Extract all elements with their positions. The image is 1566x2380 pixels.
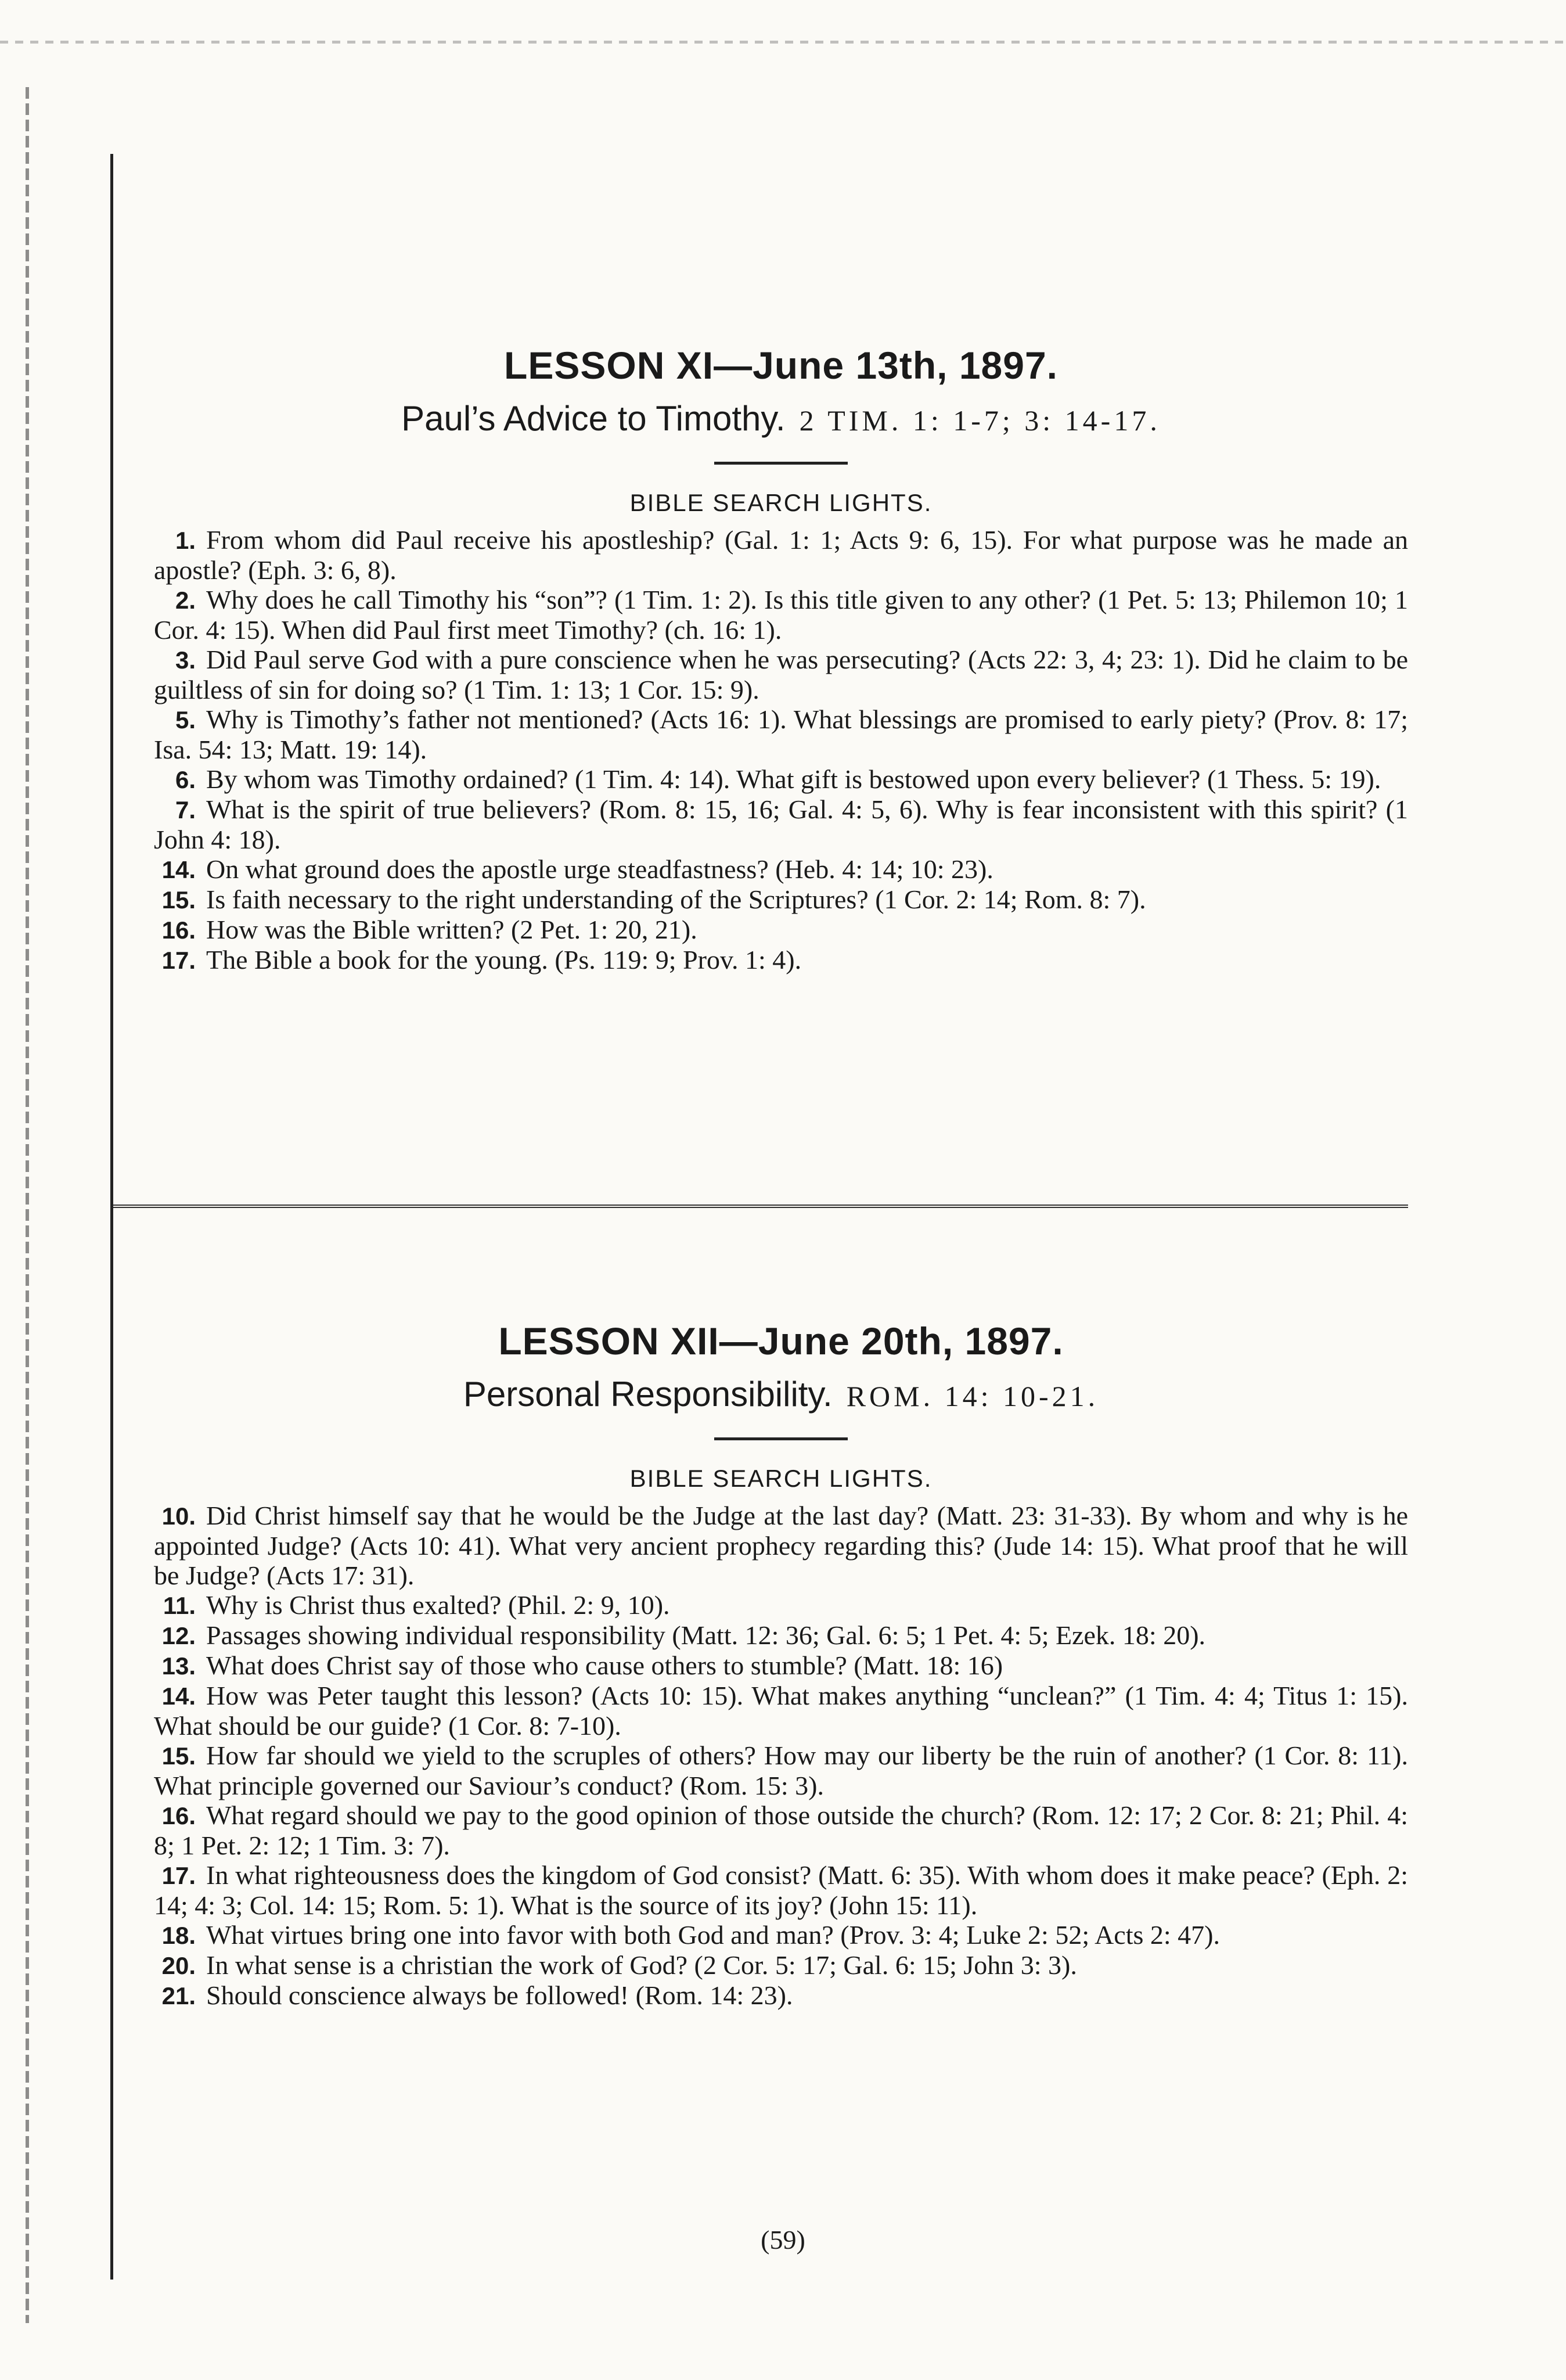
question-number: 6. xyxy=(175,766,196,794)
question-number: 1. xyxy=(175,527,196,555)
question-text: Should conscience always be followed! (Rom. 14: 23). xyxy=(206,1980,793,2011)
margin-rule xyxy=(110,154,113,2280)
question-number: 17. xyxy=(161,1862,196,1890)
lesson-subtitle-line xyxy=(154,398,1408,440)
scan-edge-top xyxy=(0,41,1566,44)
question-number: 15. xyxy=(161,886,196,914)
question-text: Did Christ himself say that he would be the Judge at the last day? (Matt. 23: 31-33). By whom and why is he appointed Judge? (Acts 10: 41). What very ancient prophecy regarding this? (Jude 14: 15). What proof that he will be Judge? (Acts 17: 31). xyxy=(154,1501,1408,1591)
lesson-subtitle-line xyxy=(154,1374,1408,1415)
scripture-reference: ROM. 14: 10-21. xyxy=(846,1380,1099,1413)
question-number: 5. xyxy=(175,706,196,734)
question-number: 13. xyxy=(161,1652,196,1680)
lesson-heading: LESSON XI—June 13th, 1897. xyxy=(504,344,1058,387)
page-number: (59) xyxy=(761,2225,805,2255)
question-number: 10. xyxy=(161,1502,196,1530)
question-text: What regard should we pay to the good opinion of those outside the church? (Rom. 12: 17; 2 Cor. 8: 21; Phil. 4: 8; 1 Pet. 2: 12; 1 Tim. 3: 7). xyxy=(154,1800,1408,1861)
question-item xyxy=(154,585,1408,645)
question-text: Did Paul serve God with a pure conscience when he was persecuting? (Acts 22: 3, 4; 23: 1). Did he claim to be guiltless of sin for doing so? (1 Tim. 1: 13; 1 Cor. 15: 9). xyxy=(154,645,1408,705)
question-item xyxy=(154,1651,1408,1681)
section-divider xyxy=(113,1205,1408,1208)
question-item xyxy=(154,945,1408,975)
question-number: 7. xyxy=(175,796,196,824)
question-item xyxy=(154,525,1408,585)
question-text: In what righteousness does the kingdom of God consist? (Matt. 6: 35). With whom does it make peace? (Eph. 2: 14; 4: 3; Col. 14: 15; Rom. 5: 1). What is the source of its joy? (John 15: 11). xyxy=(154,1860,1408,1921)
question-item xyxy=(154,1980,1408,2011)
question-number: 16. xyxy=(161,1802,196,1830)
question-number: 16. xyxy=(161,916,196,944)
question-text: Why is Timothy’s father not mentioned? (Acts 16: 1). What blessings are promised to early piety? (Prov. 8: 17; Isa. 54: 13; Matt. 19: 14). xyxy=(154,704,1408,765)
lesson-section xyxy=(154,1318,1408,2011)
question-text: How was the Bible written? (2 Pet. 1: 20, 21). xyxy=(206,915,697,945)
section-label: BIBLE SEARCH LIGHTS. xyxy=(629,489,933,517)
question-text: By whom was Timothy ordained? (1 Tim. 4: 14). What gift is bestowed upon every believer? (1 Thess. 5: 19). xyxy=(206,764,1381,794)
question-text: Why is Christ thus exalted? (Phil. 2: 9, 10). xyxy=(206,1590,670,1620)
heading-divider xyxy=(714,1437,848,1440)
question-item xyxy=(154,1860,1408,1920)
question-text: What is the spirit of true believers? (Rom. 8: 15, 16; Gal. 4: 5, 6). Why is fear inconsistent with this spirit? (1 John 4: 18). xyxy=(154,794,1408,855)
section-label: BIBLE SEARCH LIGHTS. xyxy=(629,1465,933,1493)
question-number: 21. xyxy=(161,1982,196,2010)
question-text: How far should we yield to the scruples of others? How may our liberty be the ruin of another? (1 Cor. 8: 11). What principle governed our Saviour’s conduct? (Rom. 15: 3). xyxy=(154,1741,1408,1801)
lesson-subtitle: Paul’s Advice to Timothy. xyxy=(401,399,786,438)
question-item xyxy=(154,1590,1408,1620)
scripture-reference: 2 TIM. 1: 1-7; 3: 14-17. xyxy=(799,404,1161,437)
lesson-subtitle: Personal Responsibility. xyxy=(463,1375,833,1414)
lesson-heading: LESSON XII—June 20th, 1897. xyxy=(498,1320,1064,1362)
question-item xyxy=(154,1920,1408,1950)
question-number: 14. xyxy=(161,856,196,884)
question-item xyxy=(154,1800,1408,1860)
question-number: 2. xyxy=(175,587,196,614)
question-text: What virtues bring one into favor with both God and man? (Prov. 3: 4; Luke 2: 52; Acts 2: 47). xyxy=(206,1920,1221,1950)
question-item xyxy=(154,704,1408,764)
question-item xyxy=(154,764,1408,794)
question-list xyxy=(154,525,1408,975)
question-text: Why does he call Timothy his “son”? (1 Tim. 1: 2). Is this title given to any other? (1 Pet. 5: 13; Philemon 10; 1 Cor. 4: 15). When did Paul first meet Timothy? (ch. 16: 1). xyxy=(154,585,1408,645)
question-number: 20. xyxy=(161,1952,196,1980)
question-number: 11. xyxy=(163,1592,196,1620)
scan-edge-left xyxy=(26,87,29,2323)
question-text: From whom did Paul receive his apostleship? (Gal. 1: 1; Acts 9: 6, 15). For what purpose was he made an apostle? (Eph. 3: 6, 8). xyxy=(154,525,1408,585)
question-item xyxy=(154,1741,1408,1800)
question-item xyxy=(154,854,1408,885)
question-item xyxy=(154,1950,1408,1980)
question-item xyxy=(154,794,1408,854)
question-item xyxy=(154,645,1408,704)
question-number: 3. xyxy=(175,646,196,674)
question-text: What does Christ say of those who cause others to stumble? (Matt. 18: 16) xyxy=(206,1651,1003,1681)
question-item xyxy=(154,885,1408,915)
question-item xyxy=(154,1501,1408,1590)
question-list xyxy=(154,1501,1408,2011)
question-item xyxy=(154,1681,1408,1741)
question-text: In what sense is a christian the work of God? (2 Cor. 5: 17; Gal. 6: 15; John 3: 3). xyxy=(206,1950,1077,1980)
question-number: 17. xyxy=(161,947,196,975)
question-item xyxy=(154,1620,1408,1651)
question-text: How was Peter taught this lesson? (Acts 10: 15). What makes anything “unclean?” (1 Tim. 4: 4; Titus 1: 15). What should be our guide? (1 Cor. 8: 7-10). xyxy=(154,1681,1408,1741)
question-number: 14. xyxy=(161,1682,196,1710)
question-number: 15. xyxy=(161,1742,196,1770)
question-text: Is faith necessary to the right understanding of the Scriptures? (1 Cor. 2: 14; Rom. 8: 7). xyxy=(206,885,1146,915)
question-number: 18. xyxy=(161,1922,196,1950)
heading-divider xyxy=(714,462,848,465)
question-text: On what ground does the apostle urge steadfastness? (Heb. 4: 14; 10: 23). xyxy=(206,854,993,885)
question-text: The Bible a book for the young. (Ps. 119: 9; Prov. 1: 4). xyxy=(206,945,802,975)
question-text: Passages showing individual responsibility (Matt. 12: 36; Gal. 6: 5; 1 Pet. 4: 5; Ezek. 18: 20). xyxy=(206,1620,1206,1651)
question-number: 12. xyxy=(161,1622,196,1650)
lesson-section xyxy=(154,343,1408,975)
question-item xyxy=(154,915,1408,945)
